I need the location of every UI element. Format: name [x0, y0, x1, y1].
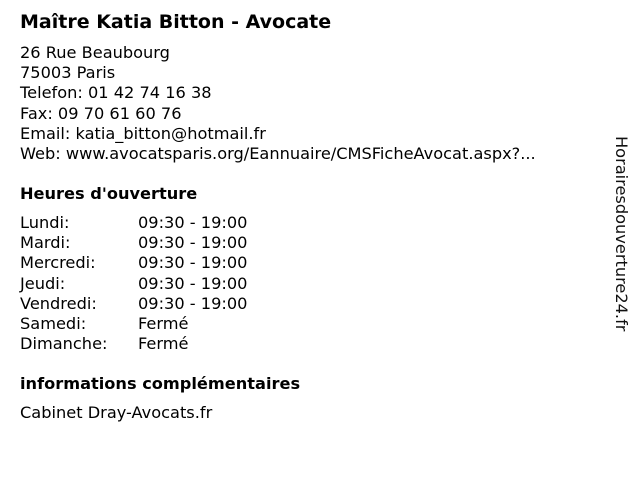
- hours-value: 09:30 - 19:00: [138, 253, 248, 273]
- day-label: Dimanche:: [20, 334, 108, 354]
- day-label: Mardi:: [20, 233, 71, 253]
- hours-value: 09:30 - 19:00: [138, 213, 248, 232]
- hours-heading: Heures d'ouverture: [20, 184, 198, 203]
- site-watermark: Horairesdouverture24.fr: [612, 136, 631, 332]
- address-street: 26 Rue Beaubourg: [20, 43, 170, 62]
- day-label: Jeudi:: [20, 273, 66, 293]
- address-city: 75003 Paris: [20, 63, 116, 83]
- hours-value: 09:30 - 19:00: [138, 273, 248, 293]
- hours-value: Fermé: [138, 313, 189, 333]
- business-title: Maître Katia Bitton - Avocate: [20, 11, 332, 33]
- contact-block: [20, 43, 536, 164]
- hours-value: 09:30 - 19:00: [138, 293, 248, 313]
- info-text: Cabinet Dray-Avocats.fr: [20, 403, 213, 422]
- hours-value: 09:30 - 19:00: [138, 233, 248, 253]
- day-label: Mercredi:: [20, 253, 96, 273]
- day-label: Lundi:: [20, 213, 70, 232]
- day-label: Vendredi:: [20, 293, 97, 313]
- day-label: Samedi:: [20, 313, 87, 333]
- hours-value: Fermé: [138, 334, 189, 354]
- phone-number: Telefon: 01 42 74 16 38: [20, 83, 212, 103]
- email-address: Email: katia_bitton@hotmail.fr: [20, 123, 266, 143]
- website-url: Web: www.avocatsparis.org/Eannuaire/CMSFicheAvocat.aspx?...: [20, 144, 536, 164]
- info-heading: informations complémentaires: [20, 374, 301, 393]
- fax-number: Fax: 09 70 61 60 76: [20, 103, 182, 123]
